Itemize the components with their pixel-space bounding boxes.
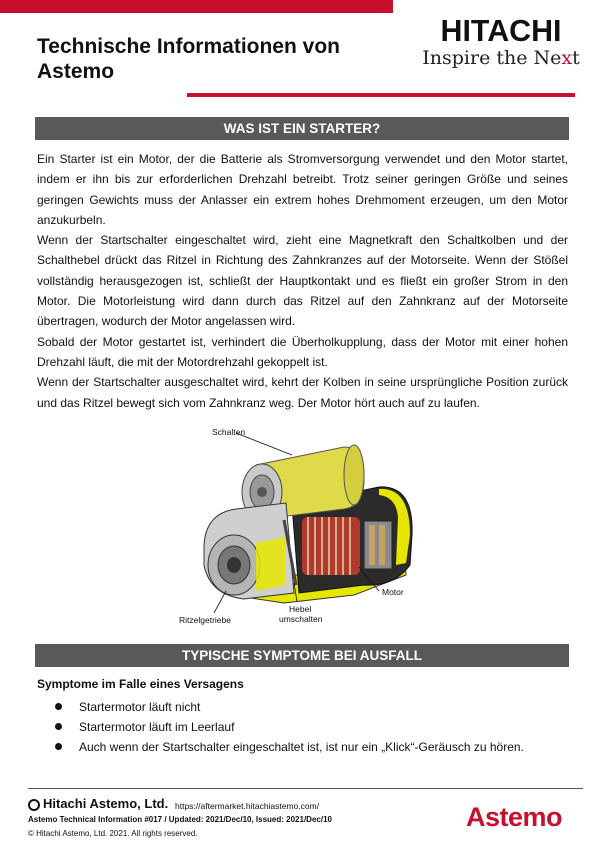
- paragraph: Wenn der Startschalter eingeschaltet wird, zieht eine Magnetkraft den Schaltkolben und der Schalthebel drückt das Ritzel in Richtung des Zahnkranzes auf der Motorseite. Wenn der Stößel vollständig herausgezogen ist, schließt der Hauptkontakt und es fließt ein großer Strom in den Motor. Die Motorleistung wird dann durch das Ritzel auf den Zahnkranz auf der Motorseite übertragen, wodurch der Motor angelassen wird.: [37, 233, 568, 329]
- starter-motor-figure: [174, 425, 434, 630]
- symptoms-subheading: Symptome im Falle eines Versagens: [37, 677, 244, 691]
- paragraph: Ein Starter ist ein Motor, der die Batterie als Stromversorgung verwendet und den Motor startet, indem er ihn bis zur erforderlichen Drehzahl betreibt. Trotz seiner geringen Größe und seines geringen Gewichts muss der Anlasser ein extrem hohes Drehmoment erzeugen, um den Motor anzukurbeln.: [37, 152, 568, 227]
- paragraph: Sobald der Motor gestartet ist, verhindert die Überholkupplung, dass der Motor mit einer hohen Drehzahl läuft, die mit der Motordrehzahl gekoppelt ist.: [37, 334, 568, 369]
- armature: [302, 517, 360, 575]
- label-lever-2: umschalten: [279, 614, 323, 624]
- bullet-icon: [55, 723, 62, 730]
- section-heading-symptoms: TYPISCHE SYMPTOME BEI AUSFALL: [35, 644, 569, 667]
- brand-name: HITACHI: [440, 13, 562, 48]
- pinion-housing: [204, 503, 294, 599]
- list-item: Auch wenn der Startschalter eingeschaltet ist, ist nur ein „Klick“-Geräusch zu hören.: [55, 737, 524, 757]
- section-heading-starter: WAS IST EIN STARTER?: [35, 117, 569, 140]
- commutator: [364, 521, 392, 569]
- footer-company: Hitachi Astemo, Ltd.: [28, 796, 168, 811]
- list-item: Startermotor läuft nicht: [55, 697, 524, 717]
- footer-info: Astemo Technical Information #017 / Updated: 2021/Dec/10, Issued: 2021/Dec/10: [28, 815, 332, 824]
- hitachi-logo: [415, 14, 587, 68]
- page-title: Technische Informationen von Astemo: [37, 35, 340, 83]
- bullet-icon: [55, 743, 62, 750]
- top-red-bar: [0, 0, 393, 13]
- paragraph: Wenn der Startschalter ausgeschaltet wird, kehrt der Kolben in seine ursprüngliche Position zurück und das Ritzel bewegt sich vom Zahnkranz weg. Der Motor hört auch auf zu laufen.: [37, 375, 568, 410]
- footer-divider: [28, 788, 583, 789]
- symptoms-list: [55, 697, 524, 757]
- header-red-line: [187, 93, 575, 97]
- starter-description: [37, 149, 568, 413]
- footer-copyright: © Hitachi Astemo, Ltd. 2021. All rights reserved.: [28, 829, 198, 838]
- astemo-logo: Astemo: [466, 802, 563, 832]
- label-motor: Motor: [382, 587, 404, 597]
- starter-motor-illustration: [174, 425, 434, 630]
- label-lever-1: Hebel: [289, 604, 312, 614]
- label-switch: Schalten: [212, 427, 246, 437]
- list-item: Startermotor läuft im Leerlauf: [55, 717, 524, 737]
- label-pinion: Ritzelgetriebe: [179, 615, 231, 625]
- hitachi-mark-icon: [28, 799, 40, 811]
- footer-url[interactable]: https://aftermarket.hitachiastemo.com/: [175, 801, 320, 811]
- bullet-icon: [55, 703, 62, 710]
- brand-slogan: Inspire the Next: [422, 47, 580, 69]
